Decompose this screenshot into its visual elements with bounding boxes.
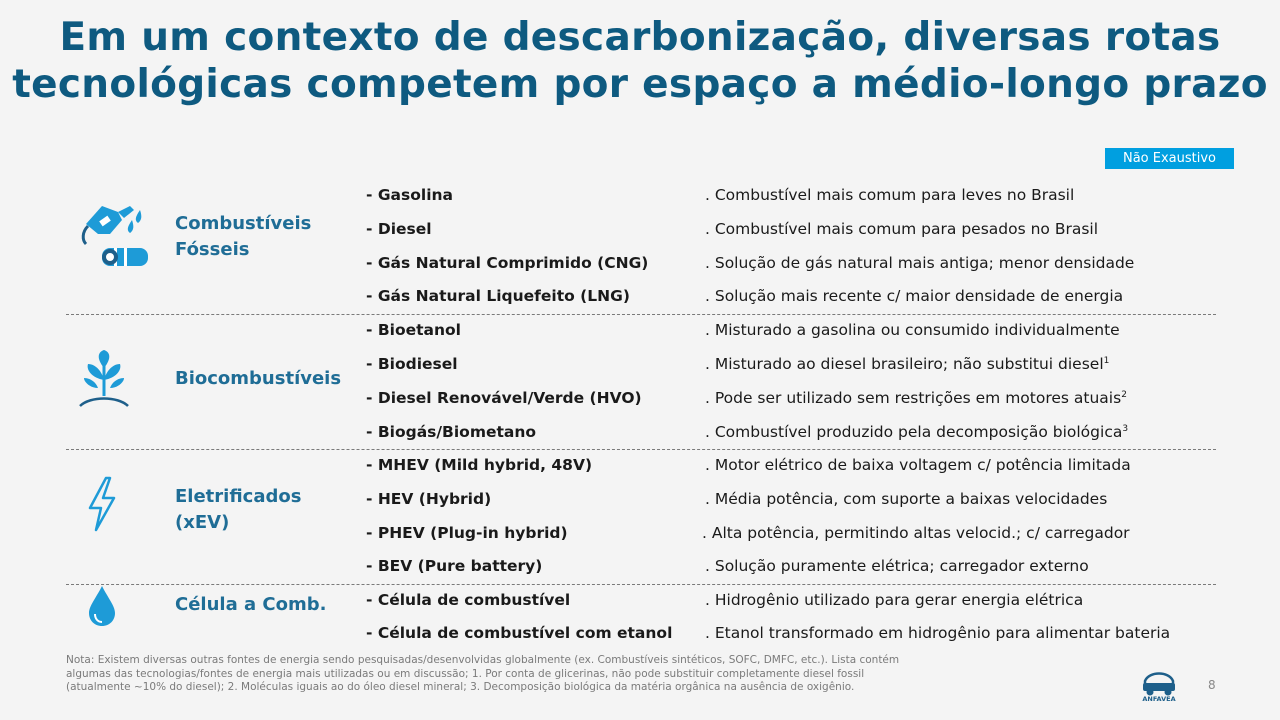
desc-text: . Média potência, com suporte a baixas velocidades [705,490,1108,508]
desc-text: . Hidrogênio utilizado para gerar energia elétrica [705,591,1084,609]
footnote-marker: 2 [1121,390,1127,400]
item-phev: - PHEV (Plug-in hybrid) [366,524,568,542]
desc-text: . Pode ser utilizado sem restrições em motores atuais [705,389,1122,407]
desc-diesel [705,220,1098,238]
desc-text: . Combustível mais comum para pesados no Brasil [705,220,1099,238]
item-cng: - Gás Natural Comprimido (CNG) [366,254,649,272]
desc-text: . Misturado ao diesel brasileiro; não substitui diesel [705,355,1104,373]
lightning-icon [86,476,118,532]
group-divider [66,449,1216,450]
desc-text: . Solução mais recente c/ maior densidade de energia [705,287,1124,305]
footnote-line1: Nota: Existem diversas outras fontes de energia sendo pesquisadas/desenvolvidas globalmente (ex. Combustíveis sintéticos, SOFC, DMFC, etc.). Lista contém [66,654,900,666]
slide-title-line1: Em um contexto de descarbonização, diversas rotas [59,15,1221,60]
desc-phev [702,524,1130,542]
desc-text: . Alta potência, permitindo altas velocid.; c/ carregador [702,524,1130,542]
footnote-line3: (atualmente ~10% do diesel); 2. Moléculas iguais ao do óleo diesel mineral; 3. Decomposição biológica da matéria orgânica na ausência de oxigênio. [66,681,855,693]
group-label-line1: Combustíveis [175,213,312,234]
water-drop-icon [86,584,118,628]
item-celula-etanol: - Célula de combustível com etanol [366,624,673,642]
desc-gasolina [705,186,1074,204]
group-label-line2: (xEV) [175,512,230,533]
desc-celula-combustivel [705,591,1083,609]
item-mhev: - MHEV (Mild hybrid, 48V) [366,456,593,474]
slide-title-line2: tecnológicas competem por espaço a médio-longo prazo [12,62,1268,107]
desc-lng [705,287,1123,305]
fuel-pump-icon [80,196,152,276]
desc-celula-etanol [705,624,1170,642]
desc-text: . Etanol transformado em hidrogênio para alimentar bateria [705,624,1171,642]
group-label-biocombustiveis [175,366,341,392]
desc-cng [705,254,1134,272]
desc-hev [705,490,1107,508]
group-divider [66,314,1216,315]
page-number: 8 [1208,678,1216,692]
footnote-line2: algumas das tecnologias/fontes de energia mais utilizadas ou em discussão; 1. Por conta de glicerinas, não pode substituir completamente diesel fossil [66,667,865,680]
desc-bev [705,557,1089,575]
item-celula-combustivel: - Célula de combustível [366,591,571,609]
group-label-combustiveis-fosseis [175,211,311,263]
item-biodiesel: - Biodiesel [366,355,458,373]
slide-title [0,14,1280,108]
desc-text: . Combustível produzido pela decomposição biológica [705,423,1123,441]
desc-mhev [705,456,1131,474]
group-divider [66,584,1216,585]
group-label-celula-comb [175,592,326,618]
group-label-line1: Célula a Comb. [175,594,327,615]
item-bev: - BEV (Pure battery) [366,557,543,575]
footnote [66,654,1106,695]
item-bioetanol: - Bioetanol [366,321,461,339]
item-hev: - HEV (Hybrid) [366,490,492,508]
desc-text: . Misturado a gasolina ou consumido individualmente [705,321,1120,339]
desc-text: . Solução de gás natural mais antiga; menor densidade [705,254,1135,272]
desc-biodiesel [705,355,1109,373]
non-exhaustive-badge: Não Exaustivo [1105,148,1234,169]
item-lng: - Gás Natural Liquefeito (LNG) [366,287,630,305]
item-biogas: - Biogás/Biometano [366,423,537,441]
logo-text: ANFAVEA [1142,695,1176,703]
item-diesel: - Diesel [366,220,432,238]
item-gasolina: - Gasolina [366,186,454,204]
group-label-line1: Eletrificados [175,486,302,507]
plant-icon [76,348,132,410]
desc-hvo [705,389,1127,407]
desc-bioetanol [705,321,1120,339]
desc-text: . Combustível mais comum para leves no Brasil [705,186,1075,204]
footnote-marker: 3 [1122,424,1129,434]
anfavea-logo [1139,667,1179,703]
desc-text: . Motor elétrico de baixa voltagem c/ potência limitada [705,456,1131,474]
group-label-eletrificados [175,484,301,536]
desc-biogas [705,423,1128,441]
item-hvo: - Diesel Renovável/Verde (HVO) [366,389,642,407]
footnote-marker: 1 [1103,356,1110,366]
desc-text: . Solução puramente elétrica; carregador externo [705,557,1089,575]
group-label-line1: Biocombustíveis [175,368,342,389]
group-label-line2: Fósseis [175,239,250,260]
